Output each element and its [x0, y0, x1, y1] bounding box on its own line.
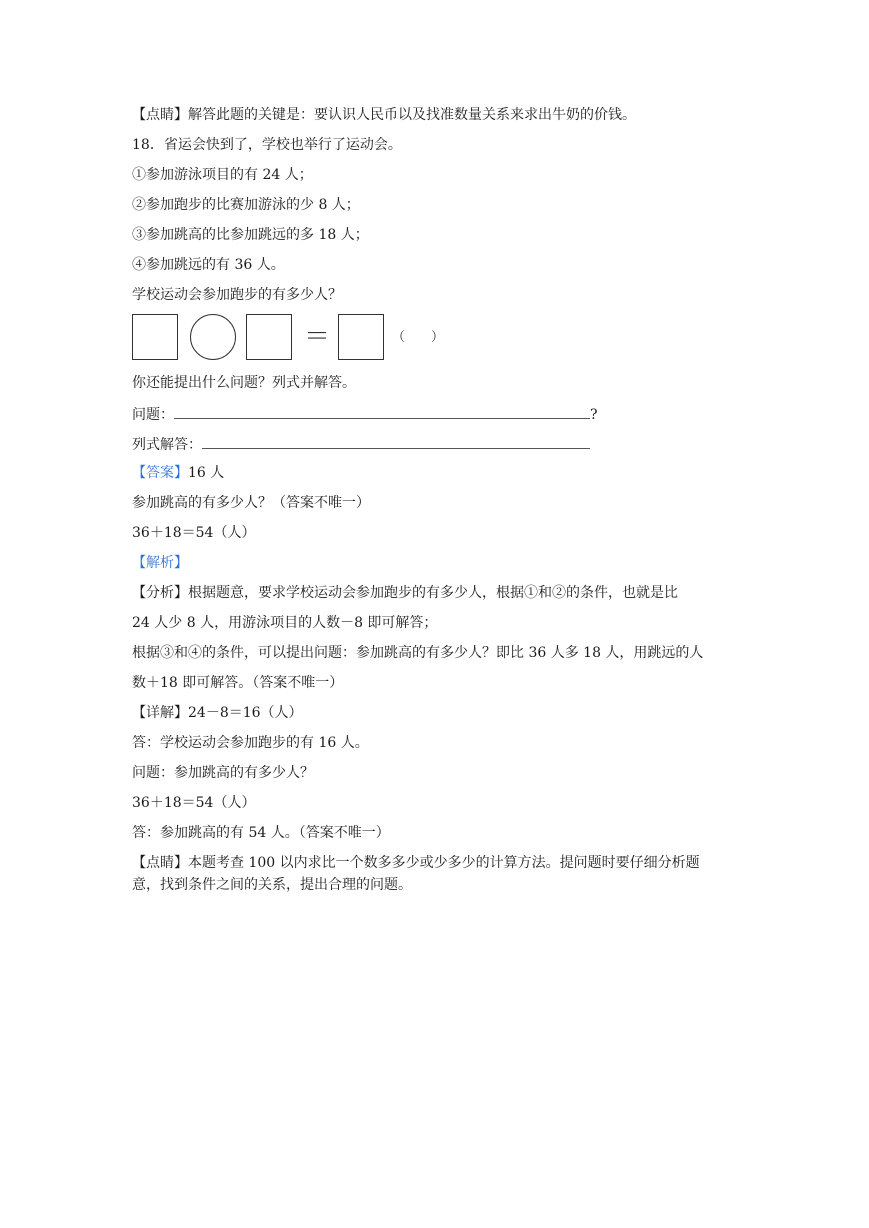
- question-blank[interactable]: [174, 404, 590, 419]
- unit-paren[interactable]: （ ）: [392, 330, 445, 345]
- solution-label: 列式解答：: [132, 437, 202, 453]
- tip-line-2a: 【点睛】本题考查 100 以内求比一个数多多少或少多少的计算方法。提问题时要仔细分析题: [132, 855, 700, 871]
- answer-box-2[interactable]: [246, 314, 292, 360]
- analysis-tag: 【解析】: [132, 555, 188, 571]
- answer-formula: 36＋18＝54（人）: [132, 525, 256, 541]
- detail-line-1: 【详解】24－8＝16（人）: [132, 705, 303, 721]
- question-prompt: 学校运动会参加跑步的有多少人？: [132, 287, 342, 303]
- analysis-line-1: 【分析】根据题意，要求学校运动会参加跑步的有多少人，根据①和②的条件，也就是比: [132, 585, 678, 601]
- condition-4: ④参加跳远的有 36 人。: [132, 257, 285, 273]
- tip-line: 【点睛】解答此题的关键是：要认识人民币以及找准数量关系来求出牛奶的价钱。: [132, 107, 636, 123]
- question-title: 18．省运会快到了，学校也举行了运动会。: [132, 137, 402, 153]
- analysis-line-3: 根据③和④的条件，可以提出问题：参加跳高的有多少人？即比 36 人多 18 人，用跳远的人: [132, 645, 704, 661]
- detail-line-4: 36＋18＝54（人）: [132, 795, 256, 811]
- question-mark: ?: [590, 407, 598, 423]
- detail-line-5: 答：参加跳高的有 54 人。（答案不唯一）: [132, 825, 390, 841]
- detail-line-2: 答：学校运动会参加跑步的有 16 人。: [132, 735, 369, 751]
- analysis-line-4: 数＋18 即可解答。（答案不唯一）: [132, 675, 344, 691]
- result-box[interactable]: [338, 314, 384, 360]
- answer-tag: 【答案】: [132, 465, 188, 481]
- answer-text: 16 人: [188, 465, 225, 481]
- analysis-line-2: 24 人少 8 人，用游泳项目的人数－8 即可解答；: [132, 615, 438, 631]
- answer-box-1[interactable]: [132, 314, 178, 360]
- question-label: 问题：: [132, 407, 174, 423]
- condition-1: ①参加游泳项目的有 24 人；: [132, 167, 313, 183]
- equals-sign: ＝: [304, 322, 331, 352]
- answer-question: 参加跳高的有多少人？（答案不唯一）: [132, 495, 370, 511]
- condition-3: ③参加跳高的比参加跳远的多 18 人；: [132, 227, 369, 243]
- extra-prompt: 你还能提出什么问题？列式并解答。: [132, 375, 356, 391]
- tip-line-2b: 意，找到条件之间的关系，提出合理的问题。: [132, 877, 412, 893]
- operator-circle[interactable]: [190, 314, 236, 360]
- condition-2: ②参加跑步的比赛加游泳的少 8 人；: [132, 197, 360, 213]
- detail-line-3: 问题：参加跳高的有多少人？: [132, 765, 314, 781]
- solution-blank[interactable]: [202, 434, 590, 449]
- question-field-row: [132, 404, 598, 424]
- solution-field-row: [132, 434, 590, 454]
- answer-line: [132, 464, 224, 482]
